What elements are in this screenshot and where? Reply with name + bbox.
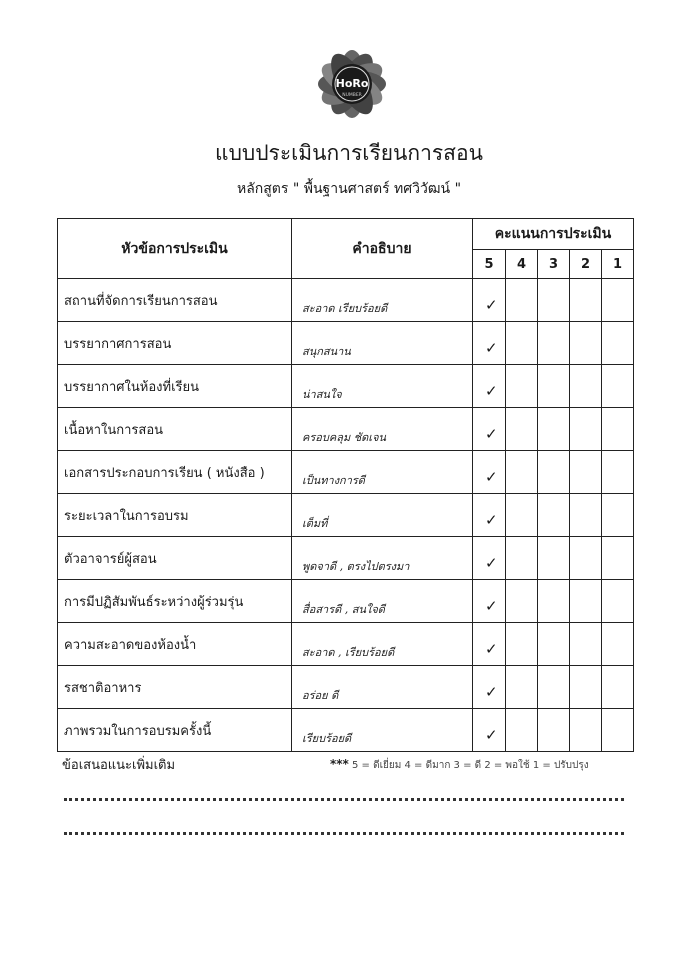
table-row [58, 365, 634, 408]
score-4-cell[interactable] [506, 365, 538, 408]
score-3-header: 3 [538, 250, 570, 279]
legend-stars: *** [330, 757, 349, 771]
score-5-header: 5 [473, 250, 506, 279]
handwritten-comment: เป็นทางการดี [302, 474, 365, 487]
score-3-cell[interactable] [538, 365, 570, 408]
description-cell [292, 709, 473, 752]
table-row [58, 666, 634, 709]
score-2-header: 2 [570, 250, 602, 279]
score-4-cell[interactable] [506, 279, 538, 322]
topic-cell: ระยะเวลาในการอบรม [58, 494, 292, 537]
score-4-cell[interactable] [506, 580, 538, 623]
handwritten-comment: สะอาด , เรียบร้อยดี [302, 646, 395, 659]
svg-text:NUMBER: NUMBER [342, 93, 362, 98]
check-mark-icon: ✓ [485, 511, 498, 529]
table-row [58, 408, 634, 451]
topic-cell: ตัวอาจารย์ผู้สอน [58, 537, 292, 580]
check-mark-icon: ✓ [485, 554, 498, 572]
svg-text:HoRo: HoRo [335, 77, 369, 90]
table-row [58, 537, 634, 580]
handwritten-comment: สื่อสารดี , สนใจดี [302, 603, 385, 616]
topic-cell: การมีปฏิสัมพันธ์ระหว่างผู้ร่วมรุ่น [58, 580, 292, 623]
table-row [58, 279, 634, 322]
score-4-cell[interactable] [506, 709, 538, 752]
score-1-cell[interactable] [602, 365, 634, 408]
score-3-cell[interactable] [538, 451, 570, 494]
score-4-cell[interactable] [506, 408, 538, 451]
score-3-cell[interactable] [538, 537, 570, 580]
topic-cell: ความสะอาดของห้องน้ำ [58, 623, 292, 666]
score-4-cell[interactable] [506, 623, 538, 666]
handwritten-comment: เรียบร้อยดี [302, 732, 352, 745]
score-3-cell[interactable] [538, 580, 570, 623]
score-5-cell[interactable] [473, 408, 506, 451]
description-cell [292, 580, 473, 623]
check-mark-icon: ✓ [485, 640, 498, 658]
score-3-cell[interactable] [538, 709, 570, 752]
score-5-cell[interactable] [473, 537, 506, 580]
score-3-cell[interactable] [538, 279, 570, 322]
check-mark-icon: ✓ [485, 597, 498, 615]
score-3-cell[interactable] [538, 494, 570, 537]
score-5-cell[interactable] [473, 365, 506, 408]
table-row [58, 322, 634, 365]
description-cell [292, 494, 473, 537]
score-1-cell[interactable] [602, 537, 634, 580]
check-mark-icon: ✓ [485, 296, 498, 314]
suggestion-line[interactable] [64, 798, 624, 801]
check-mark-icon: ✓ [485, 425, 498, 443]
score-4-cell[interactable] [506, 494, 538, 537]
description-header: คำอธิบาย [292, 219, 473, 279]
table-row [58, 580, 634, 623]
score-3-cell[interactable] [538, 666, 570, 709]
score-5-cell[interactable] [473, 322, 506, 365]
score-1-cell[interactable] [602, 408, 634, 451]
score-1-cell[interactable] [602, 494, 634, 537]
description-cell [292, 322, 473, 365]
table-row [58, 451, 634, 494]
score-4-header: 4 [506, 250, 538, 279]
topic-cell: ภาพรวมในการอบรมครั้งนี้ [58, 709, 292, 752]
description-cell [292, 666, 473, 709]
score-3-cell[interactable] [538, 408, 570, 451]
description-cell [292, 537, 473, 580]
handwritten-comment: พูดจาดี , ตรงไปตรงมา [302, 560, 410, 573]
check-mark-icon: ✓ [485, 726, 498, 744]
score-2-cell[interactable] [570, 623, 602, 666]
check-mark-icon: ✓ [485, 339, 498, 357]
score-5-cell[interactable] [473, 494, 506, 537]
score-header: คะแนนการประเมิน [473, 219, 634, 250]
score-3-cell[interactable] [538, 322, 570, 365]
score-2-cell[interactable] [570, 666, 602, 709]
score-5-cell[interactable] [473, 623, 506, 666]
score-4-cell[interactable] [506, 322, 538, 365]
score-1-header: 1 [602, 250, 634, 279]
score-2-cell[interactable] [570, 322, 602, 365]
score-1-cell[interactable] [602, 580, 634, 623]
topic-cell: บรรยากาศการสอน [58, 322, 292, 365]
score-1-cell[interactable] [602, 623, 634, 666]
handwritten-comment: เต็มที่ [302, 517, 328, 530]
score-5-cell[interactable] [473, 580, 506, 623]
description-cell [292, 451, 473, 494]
check-mark-icon: ✓ [485, 468, 498, 486]
course-subtitle: หลักสูตร " พื้นฐานศาสตร์ ทศวิวัฒน์ " [236, 181, 462, 197]
topic-cell: บรรยากาศในห้องที่เรียน [58, 365, 292, 408]
topic-cell: สถานที่จัดการเรียนการสอน [58, 279, 292, 322]
score-5-cell[interactable] [473, 666, 506, 709]
score-2-cell[interactable] [570, 494, 602, 537]
handwritten-comment: น่าสนใจ [302, 388, 342, 401]
score-1-cell[interactable] [602, 709, 634, 752]
score-1-cell[interactable] [602, 451, 634, 494]
score-5-cell[interactable] [473, 709, 506, 752]
description-cell [292, 623, 473, 666]
handwritten-comment: สนุกสนาน [302, 345, 351, 358]
check-mark-icon: ✓ [485, 382, 498, 400]
score-1-cell[interactable] [602, 666, 634, 709]
table-row [58, 494, 634, 537]
description-cell [292, 365, 473, 408]
score-5-cell[interactable] [473, 279, 506, 322]
topic-cell: เอกสารประกอบการเรียน ( หนังสือ ) [58, 451, 292, 494]
score-5-cell[interactable] [473, 451, 506, 494]
score-2-cell[interactable] [570, 537, 602, 580]
topic-cell: รสชาติอาหาร [58, 666, 292, 709]
score-2-cell[interactable] [570, 709, 602, 752]
score-2-cell[interactable] [570, 408, 602, 451]
score-2-cell[interactable] [570, 451, 602, 494]
table-row [58, 623, 634, 666]
score-3-cell[interactable] [538, 623, 570, 666]
score-2-cell[interactable] [570, 279, 602, 322]
handwritten-comment: สะอาด เรียบร้อยดี [302, 302, 388, 315]
topic-header: หัวข้อการประเมิน [58, 219, 292, 279]
check-mark-icon: ✓ [485, 683, 498, 701]
description-cell [292, 408, 473, 451]
suggestion-line[interactable] [64, 832, 624, 835]
score-4-cell[interactable] [506, 666, 538, 709]
table-row [58, 709, 634, 752]
score-2-cell[interactable] [570, 580, 602, 623]
score-2-cell[interactable] [570, 365, 602, 408]
score-legend [330, 757, 589, 773]
evaluation-table [57, 218, 634, 752]
legend-text: 5 = ดีเยี่ยม 4 = ดีมาก 3 = ดี 2 = พอใช้ 1 = ปรับปรุง [352, 760, 589, 771]
score-1-cell[interactable] [602, 322, 634, 365]
suggestion-label: ข้อเสนอแนะเพิ่มเติม [62, 758, 176, 773]
score-4-cell[interactable] [506, 451, 538, 494]
score-1-cell[interactable] [602, 279, 634, 322]
horo-number-logo [308, 40, 396, 128]
description-cell [292, 279, 473, 322]
topic-cell: เนื้อหาในการสอน [58, 408, 292, 451]
form-title: แบบประเมินการเรียนการสอน [215, 141, 483, 165]
score-4-cell[interactable] [506, 537, 538, 580]
handwritten-comment: ครอบคลุม ชัดเจน [302, 431, 387, 444]
handwritten-comment: อร่อย ดี [302, 689, 339, 702]
